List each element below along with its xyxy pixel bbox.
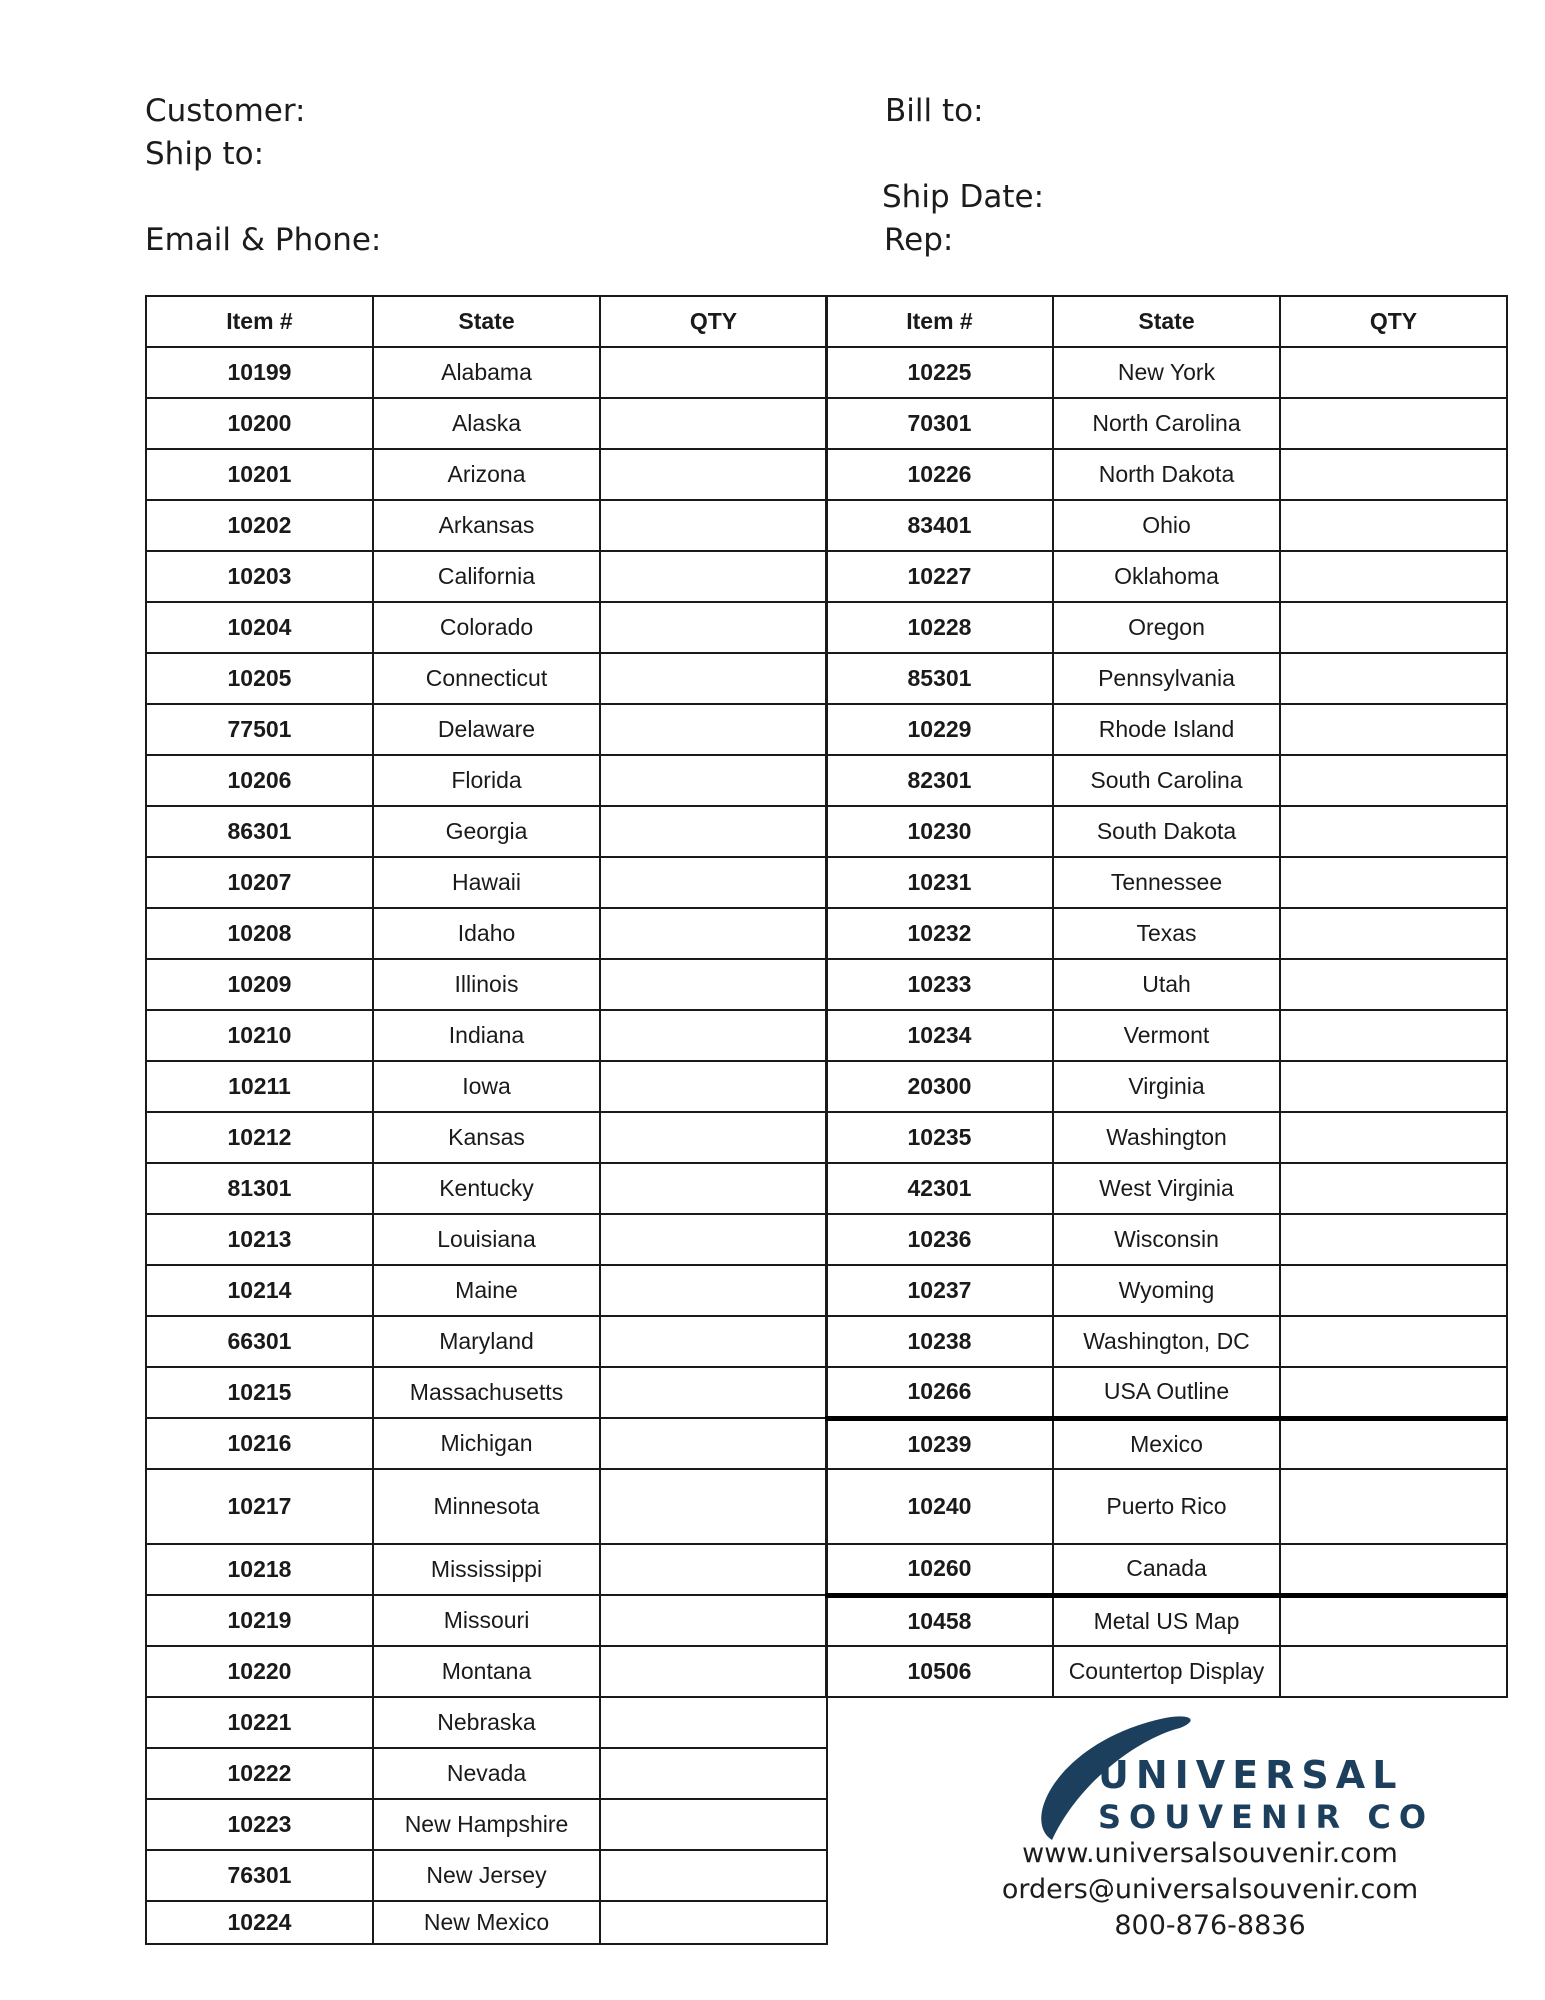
table-row [146,449,827,500]
item-number: 10208 [146,908,373,959]
state-name: New Mexico [373,1901,600,1944]
state-name: Iowa [373,1061,600,1112]
state-name: Virginia [1053,1061,1280,1112]
qty-cell[interactable] [600,1418,827,1469]
item-number: 10206 [146,755,373,806]
table-row [826,1265,1507,1316]
item-number: 70301 [826,398,1053,449]
table-row [146,551,827,602]
table-row [826,1595,1507,1646]
state-name: Mexico [1053,1418,1280,1469]
qty-cell[interactable] [1280,908,1507,959]
state-name: Rhode Island [1053,704,1280,755]
item-number: 10212 [146,1112,373,1163]
state-name: Countertop Display [1053,1646,1280,1697]
qty-cell[interactable] [1280,602,1507,653]
qty-cell[interactable] [1280,1061,1507,1112]
table-row [146,857,827,908]
state-name: Nebraska [373,1697,600,1748]
state-name: Canada [1053,1544,1280,1595]
table-row [826,908,1507,959]
table-row [826,602,1507,653]
table-row [146,1544,827,1595]
item-number: 10200 [146,398,373,449]
state-name: Utah [1053,959,1280,1010]
item-number: 10266 [826,1367,1053,1418]
state-name: Alabama [373,347,600,398]
table-row [146,347,827,398]
item-number: 10231 [826,857,1053,908]
table-row [146,1901,827,1944]
qty-cell[interactable] [600,1316,827,1367]
table-row [826,1163,1507,1214]
qty-cell[interactable] [1280,347,1507,398]
email-text: orders@universalsouvenir.com [1001,1874,1419,1905]
order-table-right [825,295,1508,1698]
item-number: 10240 [826,1469,1053,1544]
qty-cell[interactable] [600,704,827,755]
item-number: 10203 [146,551,373,602]
state-name: Maryland [373,1316,600,1367]
item-number: 42301 [826,1163,1053,1214]
qty-cell[interactable] [600,1748,827,1799]
item-number: 10217 [146,1469,373,1544]
qty-cell[interactable] [600,551,827,602]
item-number: 10221 [146,1697,373,1748]
bill-to-label: Bill to: [885,93,984,129]
qty-cell[interactable] [600,602,827,653]
state-name: Pennsylvania [1053,653,1280,704]
item-number: 10236 [826,1214,1053,1265]
table-row [826,500,1507,551]
column-header-item: Item # [826,296,1053,347]
state-name: Maine [373,1265,600,1316]
table-row [146,908,827,959]
qty-cell[interactable] [1280,1265,1507,1316]
state-name: USA Outline [1053,1367,1280,1418]
state-name: Puerto Rico [1053,1469,1280,1544]
state-name: Oregon [1053,602,1280,653]
table-row [826,704,1507,755]
state-name: Colorado [373,602,600,653]
state-name: Illinois [373,959,600,1010]
table-row [826,857,1507,908]
ship-to-label: Ship to: [145,136,265,172]
table-row [826,1214,1507,1265]
item-number: 10216 [146,1418,373,1469]
qty-cell[interactable] [600,806,827,857]
item-number: 10235 [826,1112,1053,1163]
qty-cell[interactable] [600,449,827,500]
state-name: Texas [1053,908,1280,959]
item-number: 10226 [826,449,1053,500]
item-number: 66301 [146,1316,373,1367]
table-row [146,1418,827,1469]
item-number: 10229 [826,704,1053,755]
table-row [146,1265,827,1316]
qty-cell[interactable] [1280,1163,1507,1214]
item-number: 10209 [146,959,373,1010]
phone-text: 800-876-8836 [1114,1910,1306,1941]
item-number: 10202 [146,500,373,551]
qty-cell[interactable] [600,755,827,806]
item-number: 10207 [146,857,373,908]
qty-cell[interactable] [1280,551,1507,602]
qty-cell[interactable] [600,347,827,398]
item-number: 10233 [826,959,1053,1010]
qty-cell[interactable] [600,398,827,449]
state-name: Arizona [373,449,600,500]
table-row [146,755,827,806]
qty-cell[interactable] [1280,1595,1507,1646]
item-number: 20300 [826,1061,1053,1112]
qty-cell[interactable] [600,959,827,1010]
state-name: Michigan [373,1418,600,1469]
item-number: 10204 [146,602,373,653]
table-row [146,1595,827,1646]
state-name: Arkansas [373,500,600,551]
item-number: 10232 [826,908,1053,959]
table-row [146,653,827,704]
qty-cell[interactable] [600,1010,827,1061]
state-name: Nevada [373,1748,600,1799]
table-row [146,1010,827,1061]
table-row [826,449,1507,500]
state-name: Tennessee [1053,857,1280,908]
state-name: Alaska [373,398,600,449]
state-name: Indiana [373,1010,600,1061]
qty-cell[interactable] [1280,500,1507,551]
item-number: 10220 [146,1646,373,1697]
item-number: 10205 [146,653,373,704]
table-row [826,551,1507,602]
qty-cell[interactable] [600,1544,827,1595]
qty-cell[interactable] [600,1646,827,1697]
qty-cell[interactable] [600,1367,827,1418]
table-row [826,1316,1507,1367]
state-name: Mississippi [373,1544,600,1595]
qty-cell[interactable] [1280,1367,1507,1418]
table-row [146,1799,827,1850]
qty-cell[interactable] [1280,959,1507,1010]
qty-cell[interactable] [600,1850,827,1901]
table-row [146,1367,827,1418]
column-header-qty: QTY [1280,296,1507,347]
item-number: 10234 [826,1010,1053,1061]
order-table-left [145,295,828,1945]
item-number: 10224 [146,1901,373,1944]
qty-cell[interactable] [1280,1316,1507,1367]
column-header-qty: QTY [600,296,827,347]
state-name: Massachusetts [373,1367,600,1418]
table-row [146,602,827,653]
qty-cell[interactable] [1280,653,1507,704]
state-name: Washington, DC [1053,1316,1280,1367]
table-row [826,398,1507,449]
table-row [146,1163,827,1214]
item-number: 86301 [146,806,373,857]
qty-cell[interactable] [600,1163,827,1214]
qty-cell[interactable] [600,1799,827,1850]
qty-cell[interactable] [1280,1214,1507,1265]
qty-cell[interactable] [1280,704,1507,755]
item-number: 10227 [826,551,1053,602]
table-row [826,1112,1507,1163]
table-row [826,1646,1507,1697]
table-row [146,1748,827,1799]
state-name: Minnesota [373,1469,600,1544]
qty-cell[interactable] [1280,449,1507,500]
table-row [146,398,827,449]
item-number: 83401 [826,500,1053,551]
state-name: New Jersey [373,1850,600,1901]
item-number: 10506 [826,1646,1053,1697]
item-number: 81301 [146,1163,373,1214]
ship-date-label: Ship Date: [882,179,1045,215]
table-row [146,1112,827,1163]
column-header-state: State [1053,296,1280,347]
item-number: 10228 [826,602,1053,653]
logo-line-2: Souvenir Co [1098,1798,1435,1836]
website-text: www.universalsouvenir.com [1022,1838,1398,1869]
table-row [146,1850,827,1901]
qty-cell[interactable] [600,500,827,551]
item-number: 10230 [826,806,1053,857]
column-header-item: Item # [146,296,373,347]
qty-cell[interactable] [600,1265,827,1316]
qty-cell[interactable] [1280,857,1507,908]
state-name: Wyoming [1053,1265,1280,1316]
table-row [826,1418,1507,1469]
qty-cell[interactable] [600,1469,827,1544]
rep-label: Rep: [884,222,954,258]
state-name: Washington [1053,1112,1280,1163]
item-number: 10238 [826,1316,1053,1367]
qty-cell[interactable] [1280,1646,1507,1697]
table-row [146,1214,827,1265]
table-row [146,1469,827,1544]
item-number: 10201 [146,449,373,500]
state-name: Kansas [373,1112,600,1163]
table-row [826,755,1507,806]
item-number: 77501 [146,704,373,755]
item-number: 10215 [146,1367,373,1418]
table-row [826,1010,1507,1061]
qty-cell[interactable] [1280,1544,1507,1595]
qty-cell[interactable] [1280,1418,1507,1469]
qty-cell[interactable] [600,1901,827,1944]
item-number: 10213 [146,1214,373,1265]
state-name: Wisconsin [1053,1214,1280,1265]
state-name: North Dakota [1053,449,1280,500]
table-row [826,959,1507,1010]
item-number: 10260 [826,1544,1053,1595]
table-row [146,806,827,857]
state-name: Ohio [1053,500,1280,551]
state-name: North Carolina [1053,398,1280,449]
qty-cell[interactable] [600,1214,827,1265]
table-row [826,1061,1507,1112]
state-name: West Virginia [1053,1163,1280,1214]
state-name: Vermont [1053,1010,1280,1061]
state-name: Connecticut [373,653,600,704]
state-name: Metal US Map [1053,1595,1280,1646]
state-name: Florida [373,755,600,806]
state-name: New York [1053,347,1280,398]
item-number: 82301 [826,755,1053,806]
item-number: 10223 [146,1799,373,1850]
state-name: Louisiana [373,1214,600,1265]
email-phone-label: Email & Phone: [145,222,382,258]
table-row [826,806,1507,857]
table-row [146,1646,827,1697]
item-number: 10219 [146,1595,373,1646]
state-name: Montana [373,1646,600,1697]
item-number: 10218 [146,1544,373,1595]
state-name: South Dakota [1053,806,1280,857]
table-row [826,1544,1507,1595]
qty-cell[interactable] [1280,1010,1507,1061]
qty-cell[interactable] [1280,1112,1507,1163]
table-row [146,704,827,755]
state-name: Georgia [373,806,600,857]
qty-cell[interactable] [600,908,827,959]
state-name: Hawaii [373,857,600,908]
table-row [146,1697,827,1748]
state-name: Missouri [373,1595,600,1646]
item-number: 10458 [826,1595,1053,1646]
state-name: Idaho [373,908,600,959]
qty-cell[interactable] [600,653,827,704]
table-row [146,500,827,551]
item-number: 10222 [146,1748,373,1799]
state-name: Delaware [373,704,600,755]
state-name: South Carolina [1053,755,1280,806]
item-number: 85301 [826,653,1053,704]
logo-line-1: Universal [1098,1753,1404,1797]
qty-cell[interactable] [1280,755,1507,806]
item-number: 10210 [146,1010,373,1061]
state-name: New Hampshire [373,1799,600,1850]
item-number: 10239 [826,1418,1053,1469]
universal-souvenir-logo [1030,1710,1435,1845]
item-number: 10214 [146,1265,373,1316]
qty-cell[interactable] [1280,806,1507,857]
qty-cell[interactable] [600,1697,827,1748]
item-number: 10211 [146,1061,373,1112]
table-row [826,347,1507,398]
table-row [826,1469,1507,1544]
qty-cell[interactable] [600,857,827,908]
state-name: California [373,551,600,602]
customer-label: Customer: [145,93,306,129]
table-row [826,653,1507,704]
qty-cell[interactable] [600,1595,827,1646]
qty-cell[interactable] [1280,398,1507,449]
table-row [146,959,827,1010]
qty-cell[interactable] [600,1112,827,1163]
state-name: Oklahoma [1053,551,1280,602]
item-number: 76301 [146,1850,373,1901]
state-name: Kentucky [373,1163,600,1214]
qty-cell[interactable] [1280,1469,1507,1544]
table-row [146,1061,827,1112]
item-number: 10237 [826,1265,1053,1316]
table-row [146,1316,827,1367]
column-header-state: State [373,296,600,347]
item-number: 10225 [826,347,1053,398]
qty-cell[interactable] [600,1061,827,1112]
item-number: 10199 [146,347,373,398]
table-row [826,1367,1507,1418]
